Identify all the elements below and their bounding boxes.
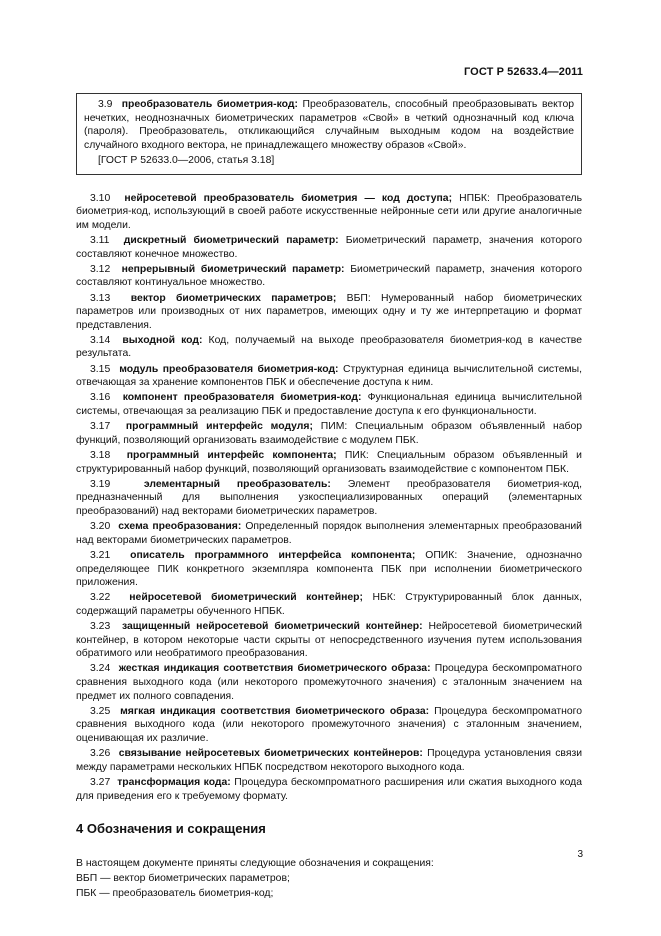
term-entry [76, 420, 582, 447]
term-name: нейросетевой биометрический контейнер; [129, 592, 363, 604]
term-name: компонент преобразователя биометрия-код: [122, 392, 362, 404]
document-id-header: ГОСТ Р 52633.4—2011 [463, 66, 583, 78]
term-name: описатель программного интерфейса компонента; [130, 549, 416, 561]
term-definition: НБК: Структурированный блок данных, содержащий параметры обученного НПБК. [76, 592, 583, 617]
term-definition: Процедура бескомпроматного сравнения выходного кода (или некоторого промежуточного значения) с эталонным значением на предмет их полного совпадения. [76, 663, 583, 702]
term-entry [76, 662, 582, 703]
term-definition: Определенный порядок выполнения элементарных преобразований над векторами биометрических параметров. [76, 521, 582, 546]
term-entry [84, 98, 574, 152]
term-number: 3.27 [90, 777, 111, 788]
terms-list [76, 192, 582, 804]
term-number: 3.17 [90, 421, 111, 433]
term-definition: ПИМ: Специальным образом объявленный набор функций, позволяющий организовать взаимодействие с модулем ПБК. [76, 421, 582, 446]
term-entry [76, 292, 582, 333]
reference-citation: [ГОСТ Р 52633.0—2006, статья 3.18] [98, 154, 275, 166]
term-name: выходной код: [122, 334, 203, 346]
term-definition: Функциональная единица вычислительной системы, отвечающая за реализацию ПБК и предоставление доступа к его функциональности. [76, 392, 582, 418]
section-intro: В настоящем документе приняты следующие обозначения и сокращения: [76, 857, 434, 869]
term-number: 3.11 [90, 234, 110, 246]
term-name: элементарный преобразователь: [143, 478, 331, 490]
term-name: программный интерфейс компонента; [126, 450, 337, 461]
term-name: схема преобразования: [118, 521, 242, 533]
term-entry [76, 449, 582, 476]
term-number: 3.21 [90, 549, 111, 561]
term-number: 3.19 [90, 478, 111, 490]
term-number: 3.10 [90, 192, 111, 204]
term-entry [76, 520, 582, 547]
term-name: жесткая индикация соответствия биометрического образа: [118, 663, 431, 675]
term-number: 3.23 [90, 621, 111, 633]
term-name: связывание нейросетевых биометрических контейнеров: [118, 748, 423, 760]
term-number: 3.14 [90, 334, 111, 346]
term-entry [76, 549, 582, 590]
term-number: 3.22 [90, 592, 111, 604]
term-definition: Код, получаемый на выходе преобразователя биометрия-код в качестве результата. [76, 334, 582, 360]
term-number: 3.13 [90, 292, 111, 304]
term-definition: ОПИК: Значение, однозначно определяющее ПИК конкретного экземпляра компонента ПБК при исполнении биометрического приложения. [76, 549, 583, 589]
term-number: 3.18 [90, 450, 111, 461]
term-entry [76, 776, 582, 803]
term-name: модуль преобразователя биометрия-код: [119, 363, 339, 375]
term-name: преобразователь биометрия-код: [121, 99, 298, 110]
term-definition: Процедура установления связи между параметрами нескольких НПБК посредством некоторого выходного кода. [76, 748, 583, 773]
term-entry [76, 192, 582, 233]
boxed-definition [76, 93, 582, 175]
term-definition: Нейросетевой биометрический контейнер, в котором некоторые части скрыты от непосредственного изучения путем использования обратимого или необратимого преобразования. [76, 621, 583, 660]
term-entry [76, 478, 582, 519]
term-entry [76, 263, 582, 290]
term-entry [76, 234, 582, 261]
term-name: трансформация кода: [117, 777, 231, 788]
term-definition: ПИК: Специальным образом объявленный и структурированный набор функций, позволяющий организовать взаимодействие с компонентом ПБК. [76, 450, 582, 475]
term-number: 3.20 [90, 521, 111, 533]
term-entry [76, 391, 582, 418]
term-number: 3.15 [90, 363, 111, 375]
abbreviation-item: ВБП — вектор биометрических параметров; [76, 872, 290, 884]
term-entry [76, 334, 582, 361]
term-definition: Процедура бескомпроматного сравнения выходного кода (или некоторого промежуточного значения) с эталонным значением, оценивающая их различие. [76, 705, 582, 745]
term-name: мягкая индикация соответствия биометрического образа: [120, 705, 430, 717]
term-definition: Биометрический параметр, значения которого составляют конечное множество. [76, 234, 582, 260]
term-definition: Структурная единица вычислительной системы, отвечающая за хранение компонентов ПБК и обеспечение доступа к ним. [76, 363, 583, 389]
term-number: 3.9 [98, 99, 113, 110]
term-definition: Процедура бескомпроматного расширения или сжатия выходного кода для приведения его к требуемому формату. [76, 777, 582, 802]
term-name: защищенный нейросетевой биометрический контейнер: [121, 621, 423, 633]
term-entry [76, 620, 582, 661]
term-definition: Элемент преобразователя биометрия-код, предназначенный для выполнения узкоспециализированных операций (элементарных преобразований) над векторами биометрических параметров. [76, 478, 582, 517]
document-body [76, 93, 582, 902]
term-definition: Биометрический параметр, значения которого составляют континуальное множество. [76, 263, 582, 289]
term-name: дискретный биометрический параметр: [123, 234, 339, 246]
term-number: 3.25 [90, 705, 111, 717]
term-number: 3.12 [90, 263, 111, 275]
term-number: 3.24 [90, 663, 111, 675]
term-name: вектор биометрических параметров; [130, 292, 337, 304]
section-heading: 4 Обозначения и сокращения [76, 821, 266, 837]
term-definition: НПБК: Преобразователь биометрия-код, использующий в своей работе искусственные нейронные сети или другие аналогичные им модели. [76, 192, 583, 231]
term-entry [76, 705, 582, 746]
term-entry [76, 747, 582, 774]
term-number: 3.26 [90, 748, 111, 760]
term-name: нейросетевой преобразователь биометрия — код доступа; [124, 192, 453, 204]
term-definition: ВБП: Нумерованный набор биометрических параметров или производных от них параметров, имеющих одну и ту же интерпретацию и формат представления. [76, 292, 582, 331]
abbreviation-item: ПБК — преобразователь биометрия-код; [76, 888, 274, 900]
term-entry [76, 591, 582, 618]
term-entry [76, 363, 582, 390]
term-name: непрерывный биометрический параметр: [121, 263, 345, 275]
term-number: 3.16 [90, 392, 111, 404]
term-name: программный интерфейс модуля; [125, 421, 313, 433]
term-definition: Преобразователь, способный преобразовывать вектор нечетких, неоднозначных биометрических параметров «Свой» в четкий однозначный код ключа (пароля). Преобразователь, откликающийся случайным выходным кодом на воздействие случайного входного вектора, не принадлежащего множеству образов «Свой». [84, 99, 574, 151]
page-number: 3 [577, 849, 583, 860]
